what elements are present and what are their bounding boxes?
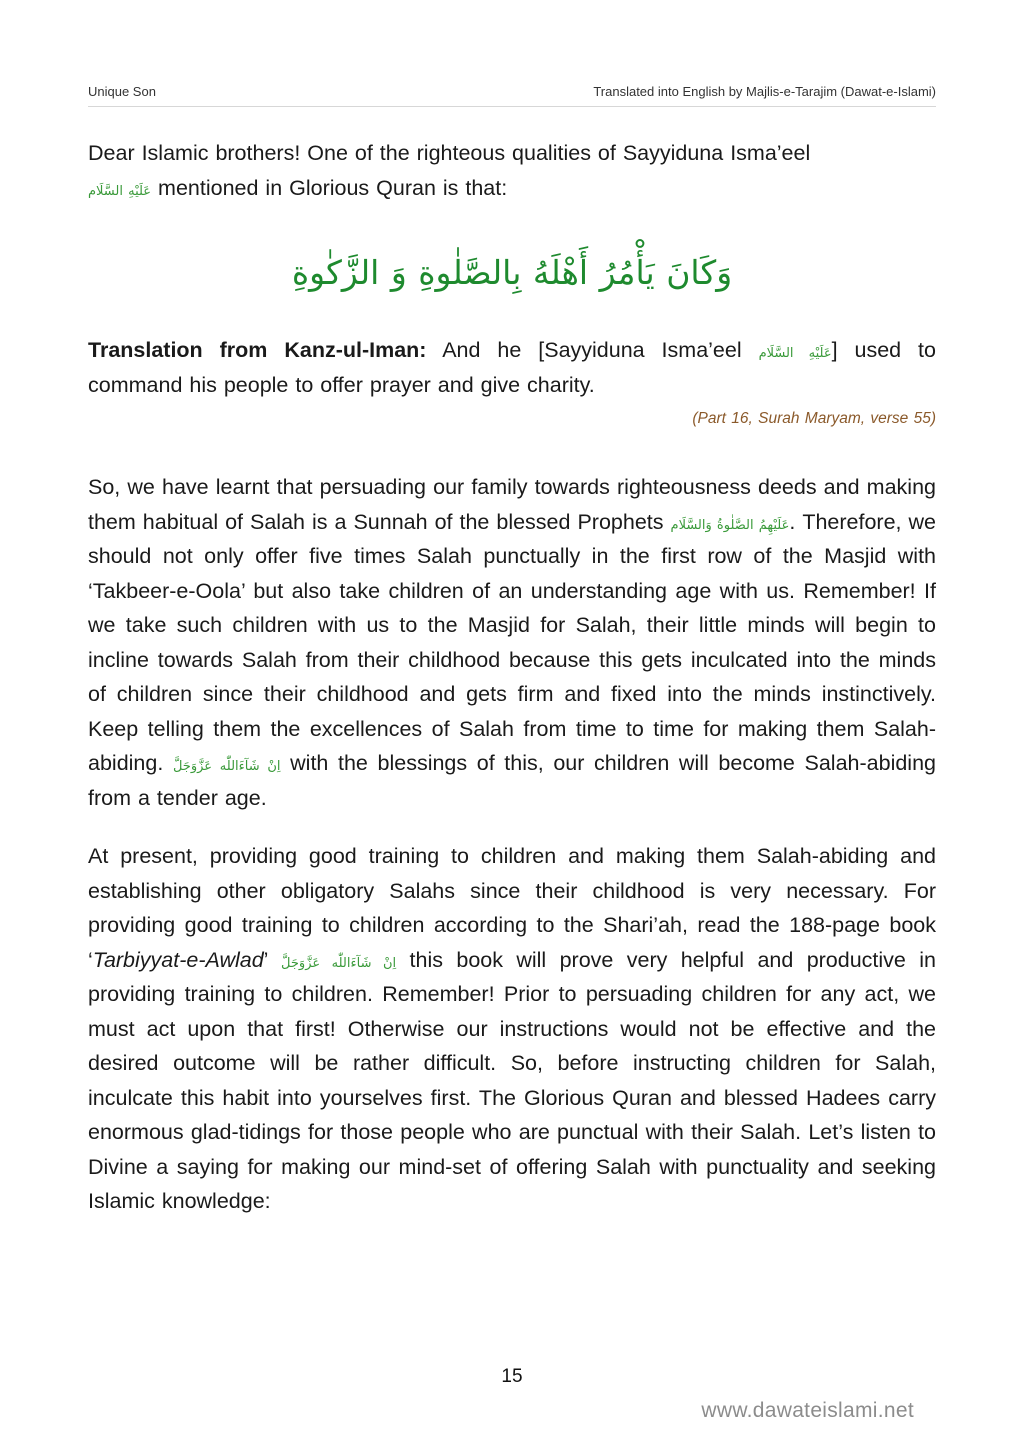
salutation-arabic: عَلَيْهِ السَّلَام	[88, 183, 152, 199]
paragraph-text: with the blessings of this, our children will become Salah-abiding from a tender age.	[88, 751, 936, 810]
translation-text-before: And he [Sayyiduna Isma’eel	[426, 338, 759, 362]
spacer	[88, 434, 936, 470]
spacer	[88, 815, 936, 839]
intro-paragraph	[88, 136, 936, 205]
body-paragraph-2	[88, 839, 936, 1219]
intro-text-end: mentioned in Glorious Quran is that:	[151, 175, 508, 200]
salutation-arabic: عَلَيْهِ السَّلَام	[758, 346, 832, 361]
page-number: 15	[501, 1366, 523, 1387]
intro-text: Dear Islamic brothers! One of the righteous qualities of Sayyiduna Isma’eel	[88, 141, 811, 165]
header-book-title: Unique Son	[88, 84, 156, 99]
translation-text-after: ] used to command his people to offer prayer and give charity.	[88, 338, 936, 397]
verse-reference: (Part 16, Surah Maryam, verse 55)	[692, 410, 936, 427]
body-paragraph-1	[88, 470, 936, 815]
salutation-arabic: عَلَيْهِمُ الصَّلٰوةُ وَالسَّلَام	[670, 517, 790, 533]
paragraph-text: ’	[263, 947, 282, 972]
translation-label: Translation from Kanz-ul-Iman:	[88, 338, 427, 362]
paragraph-text: At present, providing good training to children and making them Salah-abiding and establishing other obligatory Salahs since their childhood is very necessary. For providing good training to children according to the Shari’ah, read the 188-page book ‘	[88, 844, 936, 972]
website-watermark: www.dawateislami.net	[701, 1399, 914, 1422]
translation-paragraph	[88, 333, 936, 402]
page-header	[88, 84, 936, 107]
insha-allah-arabic: اِنْ شَآءَاللّٰه عَزَّوَجَلَّ	[281, 955, 397, 971]
paragraph-text: . Therefore, we should not only offer five times Salah punctually in the first row of the Masjid with ‘Takbeer-e-Oola’ but also take children of an understanding age with us. Remember! If we take such children with us to the Masjid for Salah, their little minds will begin to incline towards Salah from their childhood because this gets inculcated into the minds of children since their childhood and gets firm and fixed into the minds instinctively. Keep telling them the excellences of Salah from time to time for making them Salah-abiding.	[88, 509, 936, 775]
page-content	[88, 136, 936, 1219]
header-translator-credit: Translated into English by Majlis-e-Tarajim (Dawat-e-Islami)	[593, 84, 936, 99]
paragraph-text: So, we have learnt that persuading our family towards righteousness deeds and making them habitual of Salah is a Sunnah of the blessed Prophets	[88, 475, 936, 534]
quran-verse-arabic: وَكَانَ يَأْمُرُ أَهْلَهُ بِالصَّلٰوةِ وَ الزَّكٰوةِ	[291, 253, 733, 292]
book-title: Tarbiyyat-e-Awlad	[92, 947, 264, 972]
paragraph-text: this book will prove very helpful and productive in providing training to children. Remember! Prior to persuading children for any act, we must act upon that first! Otherwise our instructions would not be effective and the desired outcome will be rather difficult. So, before instructing children for Salah, inculcate this habit into yourselves first. The Glorious Quran and blessed Hadees carry enormous glad-tidings for those people who are punctual with their Salah. Let’s listen to Divine a saying for making our mind-set of offering Salah with punctuality and seeking Islamic knowledge:	[88, 947, 936, 1213]
insha-allah-arabic: اِنْ شَآءَاللّٰه عَزَّوَجَلَّ	[172, 759, 281, 774]
